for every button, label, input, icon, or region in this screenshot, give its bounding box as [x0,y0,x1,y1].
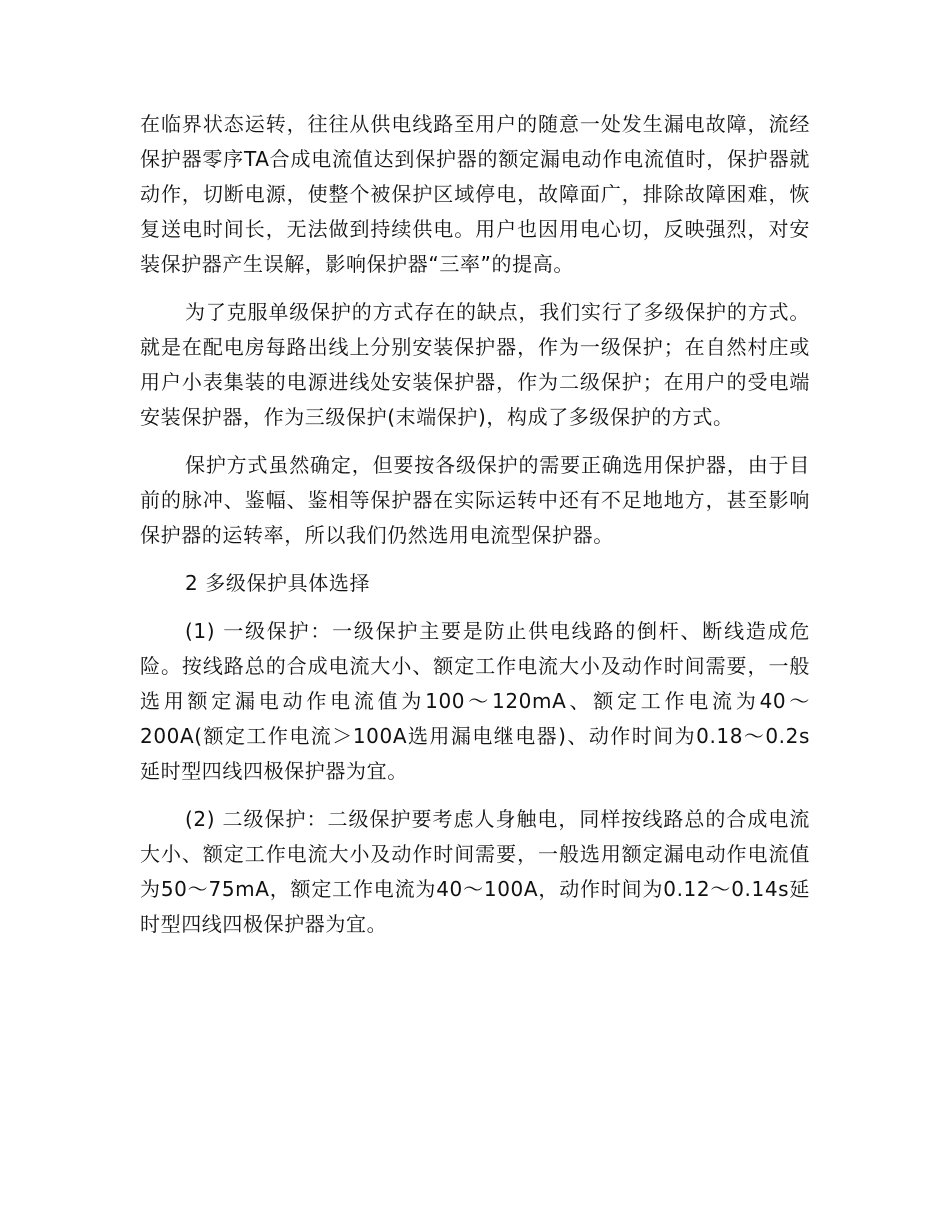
paragraph-protector-selection: 保护方式虽然确定，但要按各级保护的需要正确选用保护器，由于目前的脉冲、鉴幅、鉴相等保护器在实际运转中还有不足地地方，甚至影响保护器的运转率，所以我们仍然选用电流型保护器。 [140,453,810,547]
document-body [140,107,810,955]
paragraph-level-one: (1) 一级保护：一级保护主要是防止供电线路的倒杆、断线造成危险。按线路总的合成电流大小、额定工作电流大小及动作时间需要，一般选用额定漏电动作电流值为100～120mA、额定工作电流为40～200A(额定工作电流＞100A选用漏电继电器)、动作时间为0.18～0.2s延时型四线四极保护器为宜。 [140,619,810,783]
paragraph-level-two: (2) 二级保护：二级保护要考虑人身触电，同样按线路总的合成电流大小、额定工作电流大小及动作时间需要，一般选用额定漏电动作电流值为50～75mA，额定工作电流为40～100A，动作时间为0.12～0.14s延时型四线四极保护器为宜。 [140,807,810,936]
paragraph-multi-level-protection: 为了克服单级保护的方式存在的缺点，我们实行了多级保护的方式。就是在配电房每路出线上分别安装保护器，作为一级保护；在自然村庄或用户小表集装的电源进线处安装保护器，作为二级保护；在用户的受电端安装保护器，作为三级保护(末端保护)，构成了多级保护的方式。 [140,300,810,429]
section-heading: 2 多级保护具体选择 [185,571,371,595]
paragraph-continuation: 在临界状态运转，往往从供电线路至用户的随意一处发生漏电故障，流经保护器零序TA合成电流值达到保护器的额定漏电动作电流值时，保护器就动作，切断电源，使整个被保护区域停电，故障面广，排除故障困难，恢复送电时间长，无法做到持续供电。用户也因用电心切，反映强烈，对安装保护器产生误解，影响保护器“三率”的提高。 [140,112,810,276]
